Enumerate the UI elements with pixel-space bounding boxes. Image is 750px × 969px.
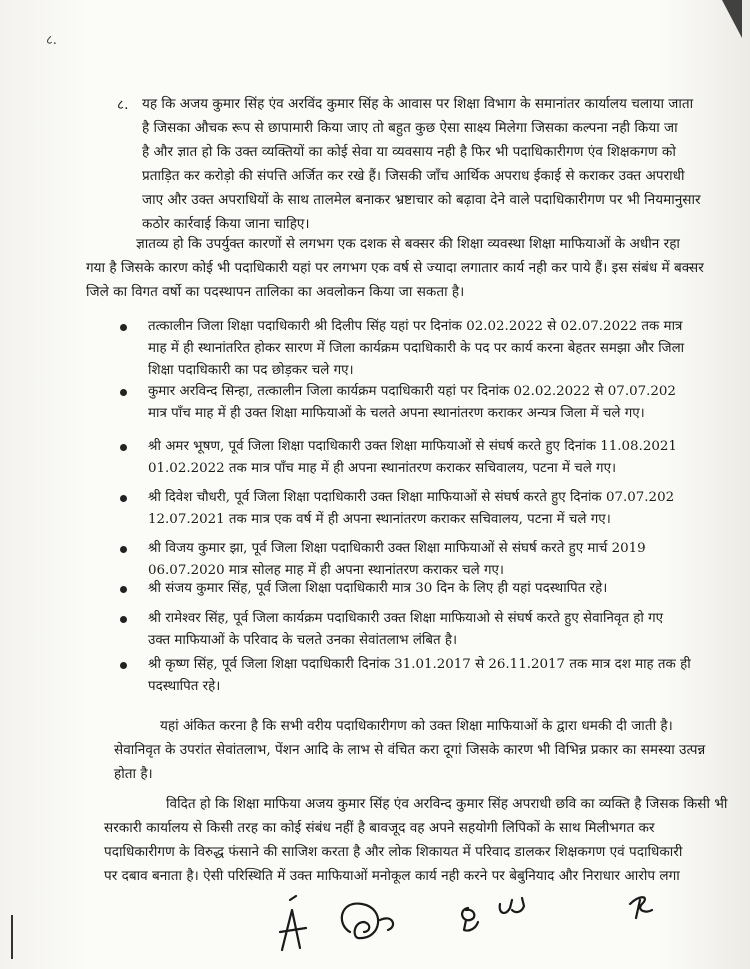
text-line: है और ज्ञात हो कि उक्त व्यक्तियों का कोई सेवा या व्यवसाय नही है फिर भी पदाधिकारीगण एंव शिक्षकगण को (142, 144, 676, 160)
text-line: सेवानिवृत के उपरांत सेवांतलाभ, पेंशन आदि के लाभ से वंचित करा दूगां जिसके कारण भी विभिन्न प्रकार का समस्या उत्पन्न (114, 742, 706, 758)
text-line: 12.07.2021 तक मात्र एक वर्ष में ही अपना स्थानांतरण कराकर सचिवालय, पटना में चले गए। (148, 512, 611, 527)
signature-3 (462, 908, 478, 931)
threat-paragraph (114, 714, 750, 786)
text-line: श्री संजय कुमार सिंह, पूर्व जिला शिक्षा पदाधिकारी मात्र 30 दिन के लिए ही यहां पदस्थापित रहे। (148, 581, 608, 596)
bullet-icon (120, 546, 127, 553)
signature-5 (630, 897, 652, 918)
text-line: जाए और उक्त अपराधियों के साथ तालमेल बनाकर भ्रष्टाचार को बढ़ावा देने वाले पदाधिकारीगण पर भी नियमानुसार (142, 192, 701, 208)
section-number: ८. (117, 97, 129, 113)
text-line: पदाधिकारीगण के विरुद्ध फंसाने की साजिश करता है और लोक शिकायत में परिवाद डालकर शिक्षकगण एवं पदाधिकारी (104, 844, 683, 860)
text-line: होता है। (114, 766, 153, 782)
text-line: उक्त माफियाओं के परिवाद के चलते उनका सेवांतलाभ लंबित है। (148, 633, 458, 648)
bullet-icon (120, 662, 127, 669)
bullet-icon (120, 389, 127, 396)
text-line: पर दबाव बनाता है। ऐसी परिस्थिति में उक्त माफियाओं मनोकूल कार्य नही करने पर बेबुनियाद और निराधार आरोप लगा (104, 868, 680, 884)
text-line: कुमार अरविन्द सिन्हा, तत्कालीन जिला कार्यक्रम पदाधिकारी यहां पर दिनांक 02.02.2022 से 07.07.202 (148, 384, 676, 399)
text-line: 06.07.2020 मात्र सोलह माह में ही अपना स्थानांतरण कराकर चले गए। (148, 563, 504, 578)
bullet-icon (120, 444, 127, 451)
text-line: माह में ही स्थानांतरित होकर सारण में जिला कार्यक्रम पदाधिकारी के पद पर कार्य करना बेहतर समझा और जिला (148, 341, 685, 356)
text-line: प्रताड़ित कर करोड़ो की संपत्ति अर्जित कर रखे हैं। जिसकी जाँच आर्थिक अपराध ईकाई से कराकर उक्त अपराधी (142, 168, 685, 184)
page-edge-smudge (702, 0, 742, 40)
signature-2 (342, 904, 393, 939)
section-8-paragraph (142, 92, 750, 236)
text-line: गया है जिसके कारण कोई भी पदाधिकारी यहां पर लगभग एक वर्ष से ज्यादा लगातार कार्य नही कर पाये हैं। इस संबंध में बक्सर (86, 260, 704, 276)
text-line: विदित हो कि शिक्षा माफिया अजय कुमार सिंह एंव अरविन्द कुमार सिंह अपराधी छवि का व्यक्ति है जिसक किसी भी (166, 796, 728, 812)
text-line: श्री विजय कुमार झा, पूर्व जिला शिक्षा पदाधिकारी उक्त शिक्षा माफियाओं से संघर्ष करते हुए मार्च 2019 (148, 541, 646, 556)
text-line: यह कि अजय कुमार सिंह एंव अरविंद कुमार सिंह के आवास पर शिक्षा विभाग के समानांतर कार्यालय चलाया जाता (142, 96, 694, 112)
text-line: ज्ञातव्य हो कि उपर्युक्त कारणों से लगभग एक दशक से बक्सर की शिक्षा व्यवस्था शिक्षा माफियाओं के अधीन रहा (136, 236, 680, 252)
text-line: श्री अमर भूषण, पूर्व जिला शिक्षा पदाधिकारी उक्त शिक्षा माफियाओं से संघर्ष करते हुए दिनांक 11.08.2021 (148, 439, 677, 454)
text-line: कठोर कार्रवाई किया जाना चाहिए। (142, 216, 310, 232)
margin-mark (11, 915, 13, 959)
text-line: श्री दिवेश चौधरी, पूर्व जिला शिक्षा पदाधिकारी उक्त शिक्षा माफियाओं से संघर्ष करते हुए दिनांक 07.07.202 (148, 490, 675, 505)
text-line: है जिसका औचक रूप से छापामारी किया जाए तो बहुत कुछ ऐसा साक्ष्य मिलेगा जिसका कल्पना नही किया जा (142, 120, 678, 136)
text-line: यहां अंकित करना है कि सभी वरीय पदाधिकारीगण को उक्त शिक्षा माफियाओं के द्वारा धमकी दी जाती है। (160, 718, 673, 734)
signature-1 (280, 896, 306, 950)
text-line: श्री रामेश्वर सिंह, पूर्व जिला कार्यक्रम पदाधिकारी उक्त शिक्षा माफियाओ से संघर्ष करते हुए सेवानिवृत हो गए (148, 611, 664, 626)
text-line: सरकारी कार्यालय से किसी तरह का कोई संबंध नहीं है बावजूद वह अपने सहयोगी लिपिकों के साथ मिलीभगत कर (104, 820, 655, 836)
intro-paragraph (86, 232, 750, 304)
bullet-icon (120, 616, 127, 623)
bullet-icon (120, 495, 127, 502)
signature-4 (500, 898, 524, 913)
bullet-icon (120, 324, 127, 331)
corner-mark: ८. (46, 33, 57, 48)
text-line: तत्कालीन जिला शिक्षा पदाधिकारी श्री दिलीप सिंह यहां पर दिनांक 02.02.2022 से 02.07.2022 तक मात्र (148, 319, 683, 334)
text-line: पदस्थापित रहे। (148, 679, 221, 694)
bullet-icon (120, 586, 127, 593)
text-line: श्री कृष्ण सिंह, पूर्व जिला शिक्षा पदाधिकारी दिनांक 31.01.2017 से 26.11.2017 तक मात्र दश माह तक ही (148, 657, 691, 672)
text-line: जिले का विगत वर्षो का पदस्थापन तालिका का अवलोकन किया जा सकता है। (86, 284, 465, 300)
handwritten-signatures (0, 870, 750, 960)
text-line: शिक्षा पदाधिकारी का पद छोड़कर चले गए। (148, 363, 354, 378)
text-line: मात्र पाँच माह में ही उक्त शिक्षा माफियाओं के चलते अपना स्थानांतरण कराकर अन्यत्र जिला में चले गए। (148, 406, 645, 421)
text-line: 01.02.2022 तक मात्र पाँच माह में ही अपना स्थानांतरण कराकर सचिवालय, पटना में चले गए। (148, 461, 617, 476)
